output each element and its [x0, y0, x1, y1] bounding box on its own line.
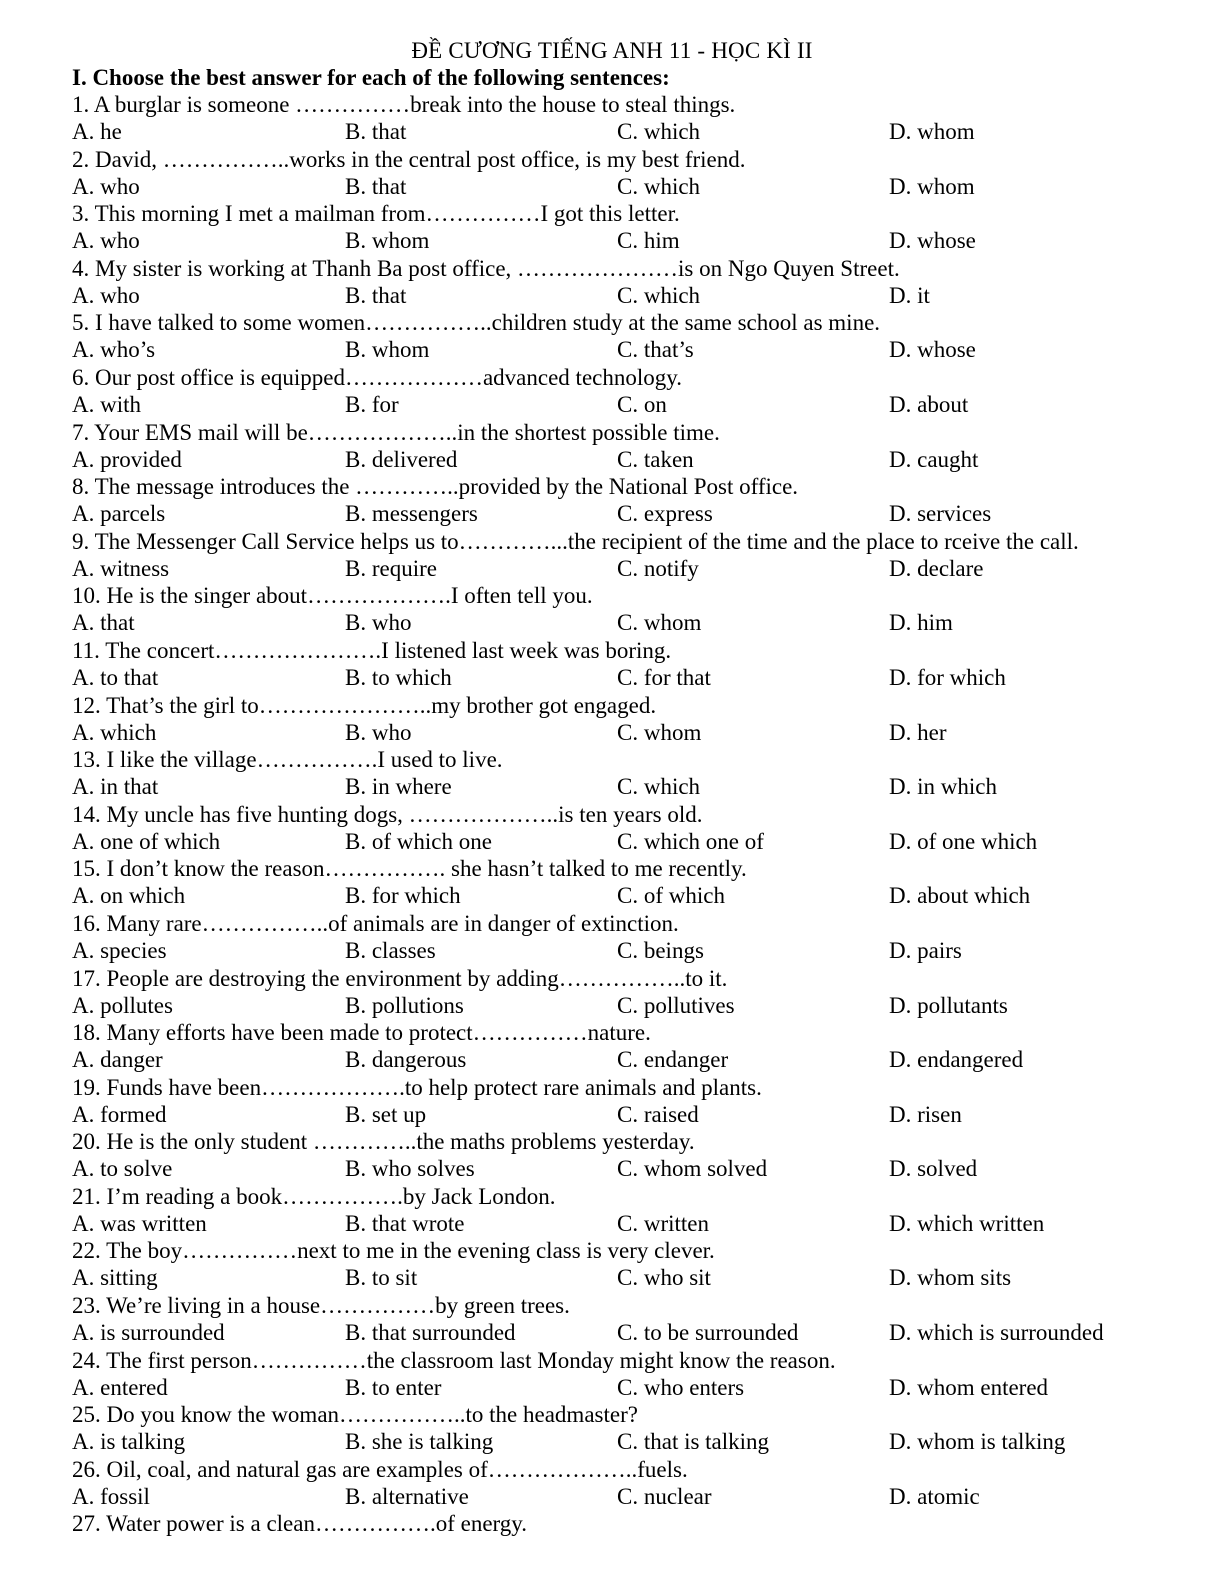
question-item — [72, 582, 1172, 637]
answer-options — [72, 500, 1172, 528]
answer-option-a: A. formed — [72, 1101, 167, 1127]
question-item — [72, 746, 1172, 801]
answer-option-b: B. delivered — [345, 446, 458, 472]
answer-options — [72, 1374, 1172, 1402]
answer-option-b: B. who — [345, 610, 412, 636]
question-item — [72, 1128, 1172, 1183]
answer-option-d: D. about — [889, 391, 969, 417]
answer-option-a: A. sitting — [72, 1265, 158, 1291]
question-item — [72, 1183, 1172, 1238]
answer-options — [72, 391, 1172, 419]
question-stem: 16. Many rare……………..of animals are in danger of extinction. — [72, 910, 679, 936]
answer-option-c: C. notify — [617, 555, 699, 581]
answer-option-b: B. whom — [345, 337, 430, 363]
answer-option-d: D. caught — [889, 446, 979, 472]
answer-option-d: D. it — [889, 282, 930, 308]
answer-option-b: B. alternative — [345, 1483, 469, 1509]
answer-option-c: C. which — [617, 774, 701, 800]
answer-option-a: A. on which — [72, 883, 186, 909]
answer-option-d: D. pollutants — [889, 992, 1008, 1018]
question-stem: 2. David, ……………..works in the central post office, is my best friend. — [72, 146, 746, 172]
answer-options — [72, 1210, 1172, 1238]
answer-option-a: A. species — [72, 937, 167, 963]
answer-option-d: D. whose — [889, 228, 976, 254]
answer-options — [72, 118, 1172, 146]
answer-option-b: B. whom — [345, 228, 430, 254]
answer-option-a: A. to that — [72, 664, 159, 690]
question-stem: 26. Oil, coal, and natural gas are examples of………………..fuels. — [72, 1456, 688, 1482]
answer-option-b: B. that — [345, 282, 407, 308]
answer-options — [72, 719, 1172, 747]
answer-option-a: A. provided — [72, 446, 182, 472]
question-item — [72, 255, 1172, 310]
answer-option-b: B. classes — [345, 937, 436, 963]
answer-option-d: D. whose — [889, 337, 976, 363]
answer-option-d: D. solved — [889, 1156, 978, 1182]
answer-option-c: C. which — [617, 173, 701, 199]
answer-option-a: A. in that — [72, 774, 159, 800]
answer-option-a: A. fossil — [72, 1483, 150, 1509]
question-item — [72, 1456, 1172, 1511]
answer-option-b: B. that surrounded — [345, 1320, 516, 1346]
question-item — [72, 1401, 1172, 1456]
question-stem: 27. Water power is a clean…………….of energy. — [72, 1511, 528, 1537]
question-item — [72, 146, 1172, 201]
answer-option-b: B. that wrote — [345, 1210, 465, 1236]
answer-option-c: C. who enters — [617, 1374, 745, 1400]
answer-options — [72, 664, 1172, 692]
answer-option-a: A. to solve — [72, 1156, 173, 1182]
answer-option-c: C. for that — [617, 664, 711, 690]
answer-option-c: C. endanger — [617, 1047, 729, 1073]
answer-option-c: C. that is talking — [617, 1429, 770, 1455]
answer-option-a: A. who — [72, 173, 140, 199]
question-stem: 21. I’m reading a book…………….by Jack London. — [72, 1183, 556, 1209]
question-stem: 17. People are destroying the environment by adding……………..to it. — [72, 965, 728, 991]
answer-options — [72, 282, 1172, 310]
answer-option-c: C. whom — [617, 610, 702, 636]
answer-options — [72, 1155, 1172, 1183]
answer-options — [72, 1483, 1172, 1511]
answer-option-b: B. that — [345, 173, 407, 199]
answer-option-c: C. written — [617, 1210, 709, 1236]
answer-option-a: A. who — [72, 228, 140, 254]
answer-option-c: C. on — [617, 391, 667, 417]
answer-option-b: B. for which — [345, 883, 461, 909]
answer-option-b: B. to enter — [345, 1374, 442, 1400]
question-list — [72, 91, 1172, 1565]
answer-options — [72, 1101, 1172, 1129]
question-item — [72, 528, 1172, 583]
answer-option-b: B. to which — [345, 664, 452, 690]
question-stem: 1. A burglar is someone ……………break into the house to steal things. — [72, 92, 736, 117]
answer-option-d: D. whom — [889, 119, 975, 144]
question-stem: 18. Many efforts have been made to protect……………nature. — [72, 1020, 651, 1046]
answer-option-d: D. which is surrounded — [889, 1320, 1104, 1346]
answer-option-c: C. which — [617, 119, 701, 144]
answer-option-c: C. pollutives — [617, 992, 735, 1018]
question-item — [72, 1237, 1172, 1292]
answer-option-d: D. which written — [889, 1210, 1045, 1236]
answer-options — [72, 1264, 1172, 1292]
answer-options — [72, 1046, 1172, 1074]
answer-option-b: B. to sit — [345, 1265, 418, 1291]
answer-options — [72, 1428, 1172, 1456]
answer-option-a: A. that — [72, 610, 135, 636]
question-item — [72, 419, 1172, 474]
question-stem: 25. Do you know the woman……………..to the headmaster? — [72, 1402, 638, 1428]
answer-option-d: D. whom sits — [889, 1265, 1012, 1291]
question-item — [72, 637, 1172, 692]
answer-option-a: A. witness — [72, 555, 170, 581]
question-item — [72, 855, 1172, 910]
answer-options — [72, 992, 1172, 1020]
question-item — [72, 364, 1172, 419]
question-item — [72, 1074, 1172, 1129]
question-stem: 12. That’s the girl to…………………..my brother got engaged. — [72, 692, 657, 718]
answer-option-c: C. to be surrounded — [617, 1320, 799, 1346]
answer-option-d: D. about which — [889, 883, 1031, 909]
answer-options — [72, 336, 1172, 364]
question-stem: 20. He is the only student …………..the maths problems yesterday. — [72, 1129, 695, 1155]
answer-option-c: C. express — [617, 501, 713, 527]
answer-option-a: A. who’s — [72, 337, 156, 363]
answer-options — [72, 937, 1172, 965]
answer-option-b: B. who — [345, 719, 412, 745]
answer-option-d: D. whom — [889, 173, 975, 199]
answer-option-c: C. whom solved — [617, 1156, 768, 1182]
answer-option-c: C. of which — [617, 883, 725, 909]
answer-option-b: B. in where — [345, 774, 452, 800]
answer-option-c: C. who sit — [617, 1265, 711, 1291]
question-stem: 13. I like the village…………….I used to live. — [72, 747, 503, 773]
question-item — [72, 801, 1172, 856]
question-item — [72, 309, 1172, 364]
answer-option-d: D. her — [889, 719, 947, 745]
answer-option-a: A. danger — [72, 1047, 163, 1073]
answer-option-c: C. which — [617, 282, 701, 308]
answer-option-c: C. taken — [617, 446, 694, 472]
answer-option-b: B. who solves — [345, 1156, 475, 1182]
question-stem: 19. Funds have been……………….to help protect rare animals and plants. — [72, 1074, 762, 1100]
question-stem: 10. He is the singer about……………….I often tell you. — [72, 583, 593, 609]
answer-option-b: B. pollutions — [345, 992, 464, 1018]
answer-options — [72, 828, 1172, 856]
answer-option-a: A. pollutes — [72, 992, 173, 1018]
answer-option-a: A. one of which — [72, 828, 221, 854]
question-stem: 24. The first person……………the classroom last Monday might know the reason. — [72, 1347, 836, 1373]
answer-option-b: B. that — [345, 119, 407, 144]
answer-option-a: A. he — [72, 119, 122, 144]
question-stem: 6. Our post office is equipped………………advanced technology. — [72, 364, 683, 390]
answer-options — [72, 227, 1172, 255]
answer-options — [72, 446, 1172, 474]
answer-option-a: A. is surrounded — [72, 1320, 225, 1346]
section-heading: I. Choose the best answer for each of the following sentences: — [72, 65, 670, 90]
question-stem: 8. The message introduces the …………..provided by the National Post office. — [72, 474, 799, 500]
answer-option-c: C. nuclear — [617, 1483, 712, 1509]
answer-options — [72, 1319, 1172, 1347]
question-stem: 7. Your EMS mail will be………………..in the shortest possible time. — [72, 419, 720, 445]
answer-option-d: D. of one which — [889, 828, 1038, 854]
answer-option-b: B. she is talking — [345, 1429, 494, 1455]
answer-options — [72, 609, 1172, 637]
answer-option-d: D. pairs — [889, 937, 962, 963]
question-item — [72, 200, 1172, 255]
answer-options — [72, 555, 1172, 583]
answer-option-c: C. beings — [617, 937, 704, 963]
question-stem: 3. This morning I met a mailman from……………I got this letter. — [72, 201, 680, 227]
answer-option-b: B. set up — [345, 1101, 427, 1127]
answer-option-a: A. parcels — [72, 501, 166, 527]
answer-option-c: C. raised — [617, 1101, 699, 1127]
answer-option-b: B. require — [345, 555, 437, 581]
question-stem: 14. My uncle has five hunting dogs, ………………..is ten years old. — [72, 801, 703, 827]
answer-option-b: B. of which one — [345, 828, 492, 854]
answer-options — [72, 773, 1172, 801]
question-item — [72, 1019, 1172, 1074]
answer-option-b: B. for — [345, 391, 399, 417]
answer-option-b: B. dangerous — [345, 1047, 467, 1073]
answer-option-c: C. that’s — [617, 337, 694, 363]
answer-option-a: A. who — [72, 282, 140, 308]
answer-option-d: D. atomic — [889, 1483, 980, 1509]
page-title: ĐỀ CƯƠNG TIẾNG ANH 11 - HỌC KÌ II — [411, 38, 813, 63]
answer-option-a: A. with — [72, 391, 141, 417]
question-item — [72, 91, 1172, 146]
answer-option-d: D. whom is talking — [889, 1429, 1066, 1455]
question-item — [72, 1347, 1172, 1402]
answer-option-d: D. endangered — [889, 1047, 1024, 1073]
question-item — [72, 965, 1172, 1020]
answer-option-a: A. entered — [72, 1374, 168, 1400]
answer-option-c: C. whom — [617, 719, 702, 745]
question-stem: 15. I don’t know the reason……………. she hasn’t talked to me recently. — [72, 856, 747, 882]
answer-option-d: D. for which — [889, 664, 1006, 690]
question-stem: 11. The concert………………….I listened last week was boring. — [72, 637, 672, 663]
answer-option-d: D. services — [889, 501, 992, 527]
answer-option-d: D. him — [889, 610, 953, 636]
question-stem: 22. The boy……………next to me in the evening class is very clever. — [72, 1238, 715, 1264]
question-stem: 23. We’re living in a house……………by green trees. — [72, 1293, 570, 1319]
answer-option-d: D. in which — [889, 774, 997, 800]
answer-option-a: A. is talking — [72, 1429, 186, 1455]
answer-option-b: B. messengers — [345, 501, 478, 527]
question-item — [72, 910, 1172, 965]
question-item — [72, 473, 1172, 528]
answer-option-c: C. which one of — [617, 828, 764, 854]
answer-option-c: C. him — [617, 228, 680, 254]
question-item — [72, 1292, 1172, 1347]
question-item — [72, 692, 1172, 747]
answer-option-d: D. declare — [889, 555, 984, 581]
answer-option-a: A. which — [72, 719, 157, 745]
answer-options — [72, 173, 1172, 201]
question-stem: 5. I have talked to some women……………..children study at the same school as mine. — [72, 310, 881, 336]
question-item — [72, 1510, 1172, 1565]
answer-option-a: A. was written — [72, 1210, 207, 1236]
answer-options — [72, 882, 1172, 910]
question-stem: 9. The Messenger Call Service helps us to…………...the recipient of the time and the place to rceive the call. — [72, 528, 1079, 554]
question-stem: 4. My sister is working at Thanh Ba post office, …………………is on Ngo Quyen Street. — [72, 255, 900, 281]
answer-option-d: D. whom entered — [889, 1374, 1049, 1400]
answer-option-d: D. risen — [889, 1101, 962, 1127]
